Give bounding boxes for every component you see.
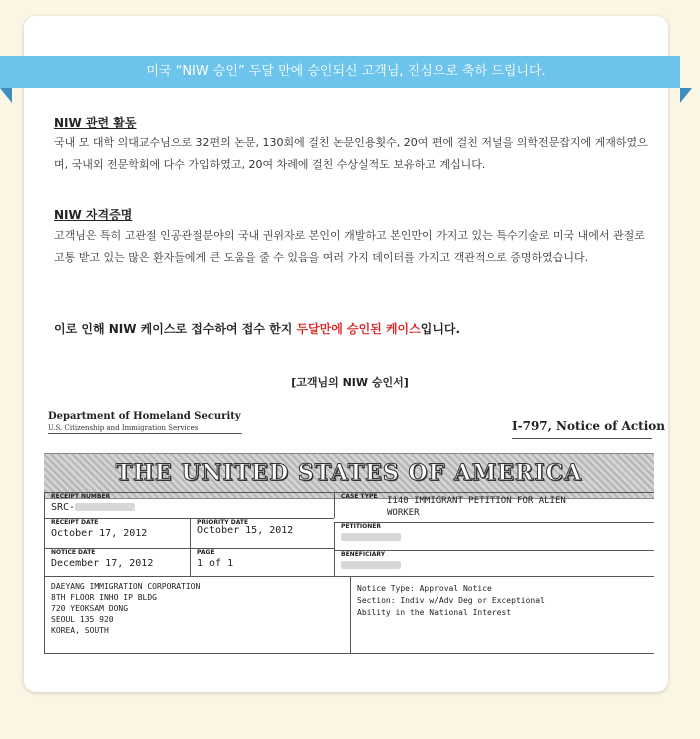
ribbon-right-fold — [680, 88, 692, 103]
highlight-text-before: 이로 인해 NIW 케이스로 접수하여 접수 한지 — [54, 322, 297, 336]
congrats-ribbon — [12, 56, 680, 88]
doc-agency: U.S. Citizenship and Immigration Services — [48, 424, 199, 432]
doc-label: RECEIPT NUMBER — [51, 493, 111, 500]
doc-value: 1 of 1 — [197, 558, 234, 569]
section-title-activities: NIW 관련 활동 — [54, 116, 137, 130]
doc-cell-page — [190, 548, 334, 576]
doc-value: October 15, 2012 — [197, 525, 294, 536]
doc-notice-type: Notice Type: Approval Notice Section: Indiv w/Adv Deg or Exceptional Ability in the National Interest — [357, 584, 545, 617]
doc-form-number: I-797, Notice of Action — [512, 419, 665, 433]
doc-cell-notice-type — [350, 576, 654, 654]
doc-label: RECEIPT DATE — [51, 519, 99, 526]
doc-value: December 17, 2012 — [51, 558, 154, 569]
doc-cell-beneficiary — [334, 550, 654, 576]
highlight-text-after: 입니다. — [420, 322, 461, 336]
doc-rule — [512, 438, 652, 439]
redacted-mark — [341, 561, 401, 569]
doc-label: BENEFICIARY — [341, 551, 386, 558]
ribbon-left-end — [0, 56, 12, 88]
approval-notice-image — [44, 405, 665, 660]
doc-cell-notice-date — [44, 548, 190, 576]
doc-cell-address — [44, 576, 350, 654]
doc-label: NOTICE DATE — [51, 549, 96, 556]
doc-fields — [44, 492, 654, 652]
doc-cell-petitioner — [334, 522, 654, 550]
doc-cell-case-type — [334, 492, 654, 518]
doc-value — [51, 502, 135, 514]
redacted-mark — [75, 503, 135, 511]
doc-department: Department of Homeland Security — [48, 411, 241, 422]
receipt-number: SRC- — [51, 502, 76, 513]
doc-label: PRIORITY DATE — [197, 519, 249, 526]
highlight-text-red: 두달만에 승인된 케이스 — [296, 322, 421, 336]
doc-value: I140 IMMIGRANT PETITION FOR ALIEN WORKER — [387, 496, 566, 518]
doc-label: PETITIONER — [341, 523, 381, 530]
doc-label: CASE TYPE — [341, 493, 378, 500]
approval-highlight — [54, 320, 648, 337]
section-body-activities: 국내 모 대학 의대교수님으로 32편의 논문, 130회에 걸친 논문인용횟수, 20여 편에 걸친 저널을 의학전문잡지에 게재하였으며, 국내외 전문학회에 다수 가입하였고, 20여 차례에 걸친 수상실적도 보유하고 계십니다. — [54, 136, 648, 171]
section-body-qualification: 고객님은 특히 고관절 인공관절분야의 국내 권위자로 본인이 개발하고 본인만이 가지고 있는 특수기술로 미국 내에서 관절로 고통 받고 있는 많은 환자들에게 큰 도움을 줄 수 있음을 여러 가지 데이터를 가지고 객관적으로 증명하였습니다. — [54, 229, 645, 264]
doc-cell-priority-date — [190, 518, 334, 548]
ribbon-text: 미국 “NIW 승인” 두달 만에 승인되신 고객님, 진심으로 축하 드립니다. — [146, 64, 546, 79]
ribbon-left-fold — [0, 88, 12, 103]
doc-address: DAEYANG IMMIGRATION CORPORATION 8TH FLOOR INHO IP BLDG 720 YEOKSAM DONG SEOUL 135 920 KOREA, SOUTH — [51, 582, 201, 635]
doc-value — [341, 560, 401, 572]
doc-value — [341, 532, 401, 544]
doc-cell-receipt-date — [44, 518, 190, 548]
doc-cell-receipt — [44, 492, 334, 518]
doc-banner-text: THE UNITED STATES OF AMERICA — [115, 460, 583, 486]
doc-rule — [48, 433, 242, 434]
section-title-qualification: NIW 자격증명 — [54, 208, 133, 222]
doc-label: PAGE — [197, 549, 215, 556]
redacted-mark — [341, 533, 401, 541]
document-caption: [고객님의 NIW 승인서] — [291, 376, 409, 389]
doc-value: October 17, 2012 — [51, 528, 148, 539]
